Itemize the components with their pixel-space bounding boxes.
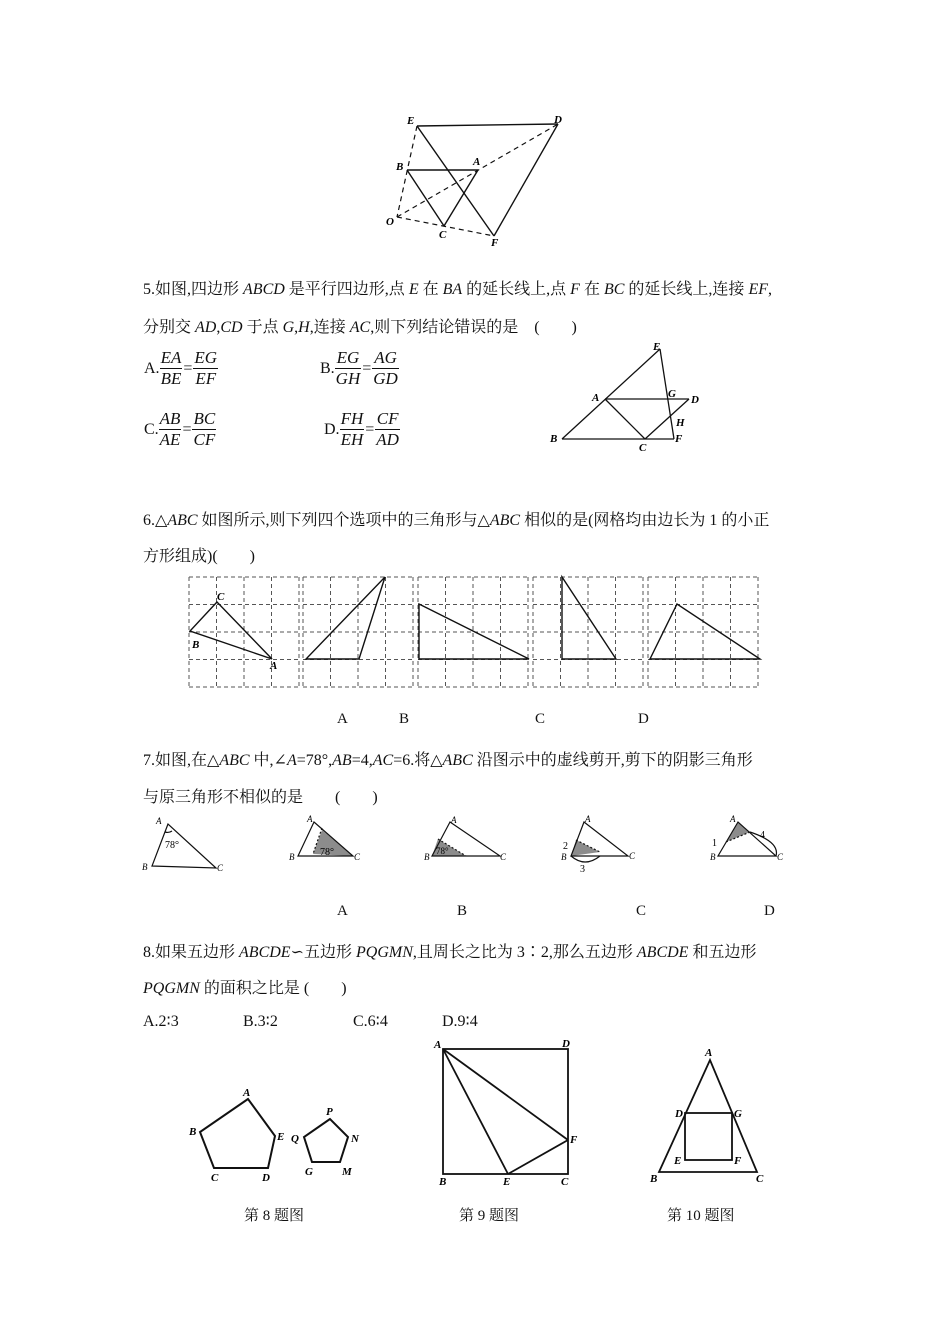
label-G: G xyxy=(305,1166,313,1178)
num-1: 1 xyxy=(712,838,717,849)
q5-option-c[interactable]: C. $\frac{AB}{AE}$ = $\frac{BC}{CF}$ xyxy=(144,409,216,449)
label-A: A xyxy=(705,1047,713,1059)
fig9-square xyxy=(430,1036,580,1186)
label-C: C xyxy=(629,851,636,861)
label-A: A xyxy=(473,156,481,168)
q7-triangle-figures xyxy=(140,812,790,878)
pentagon-pqgmn xyxy=(304,1119,348,1162)
label-A: A xyxy=(270,660,278,672)
label-B: B xyxy=(289,852,295,862)
label-A: A xyxy=(730,814,736,824)
label-G: G xyxy=(668,388,676,400)
q6-option-d-letter[interactable]: D xyxy=(638,711,649,727)
q8-line-2: PQGMN 的面积之比是 ( ) xyxy=(143,980,347,997)
label-E: E xyxy=(407,115,415,127)
label-C: C xyxy=(217,863,224,873)
top-geometry-figure xyxy=(380,112,570,250)
q6-option-c-letter[interactable]: C xyxy=(535,711,546,727)
label-F: F xyxy=(491,237,499,249)
label-B: B xyxy=(439,1176,447,1186)
label-D: D xyxy=(691,394,699,406)
q5-option-a[interactable]: A. $\frac{EA}{BE}$ = $\frac{EG}{EF}$ xyxy=(144,348,218,388)
label-M: M xyxy=(342,1166,352,1178)
q6-option-a-letter[interactable]: A xyxy=(337,711,348,727)
label-D: D xyxy=(262,1172,270,1182)
q6-grid-figures xyxy=(186,574,764,690)
caption-fig10: 第 10 题图 xyxy=(667,1208,735,1224)
label-C: C xyxy=(777,852,784,862)
q8-line-1: 8.如果五边形 ABCDE∽五边形 PQGMN,且周长之比为 3∶2,那么五边形 ABCDE 和五边形 xyxy=(143,944,757,961)
pentagon-abcde xyxy=(200,1099,275,1168)
q7-option-c-letter[interactable]: C xyxy=(636,903,647,919)
label-B: B xyxy=(710,852,716,862)
q5-option-d[interactable]: D. $\frac{FH}{EH}$ = $\frac{CF}{AD}$ xyxy=(324,409,399,449)
option-c-triangle xyxy=(562,577,616,659)
label-C: C xyxy=(561,1176,569,1186)
q7-option-a-letter[interactable]: A xyxy=(337,903,348,919)
label-C: C xyxy=(756,1173,764,1185)
label-E: E xyxy=(277,1131,285,1143)
label-N: N xyxy=(351,1133,359,1145)
angle-label: 78° xyxy=(436,846,449,856)
caption-fig8: 第 8 题图 xyxy=(244,1208,305,1224)
option-a-triangle xyxy=(306,577,385,659)
label-C: C xyxy=(217,591,225,603)
num-3: 3 xyxy=(580,864,585,875)
label-B: B xyxy=(650,1173,658,1185)
fig10-triangle-square xyxy=(642,1042,772,1187)
num-2: 2 xyxy=(563,841,568,852)
label-B: B xyxy=(561,852,567,862)
label-B: B xyxy=(189,1126,197,1138)
num-4: 4 xyxy=(760,830,765,841)
label-C: C xyxy=(439,229,447,241)
label-E: E xyxy=(674,1155,682,1167)
q6-line-1: 6.△ABC 如图所示,则下列四个选项中的三角形与△ABC 相似的是(网格均由边长为 1 的小正 xyxy=(143,512,770,529)
q5-parallelogram-figure xyxy=(545,338,715,458)
q7-line-2: 与原三角形不相似的是 ( ) xyxy=(143,789,378,806)
label-A: A xyxy=(434,1039,442,1051)
label-D: D xyxy=(554,114,562,126)
q7-option-b-letter[interactable]: B xyxy=(457,903,468,919)
label-B: B xyxy=(550,433,558,445)
q5-line-1: 5.如图,四边形 ABCD 是平行四边形,点 E 在 BA 的延长线上,点 F 在 BC 的延长线上,连接 EF, xyxy=(143,281,772,298)
label-A: A xyxy=(307,814,313,824)
label-B: B xyxy=(424,852,430,862)
label-P: P xyxy=(326,1106,333,1118)
label-E: E xyxy=(503,1176,511,1186)
q5-option-b[interactable]: B. $\frac{EG}{GH}$ = $\frac{AG}{GD}$ xyxy=(320,348,398,388)
label-F: F xyxy=(570,1134,578,1146)
label-C: C xyxy=(639,442,647,454)
label-A: A xyxy=(585,814,591,824)
label-F: F xyxy=(734,1155,742,1167)
label-G: G xyxy=(734,1108,742,1120)
q5-line-2: 分别交 AD,CD 于点 G,H,连接 AC,则下列结论错误的是 ( ) xyxy=(143,319,577,336)
original-triangle-abc xyxy=(190,602,272,659)
label-C: C xyxy=(500,852,507,862)
q8-option-a[interactable]: A.2∶3 xyxy=(143,1013,179,1030)
label-A: A xyxy=(592,392,600,404)
label-C: C xyxy=(354,852,361,862)
label-C: C xyxy=(211,1172,219,1182)
label-Q: Q xyxy=(291,1133,299,1145)
q7-option-d-letter[interactable]: D xyxy=(764,903,775,919)
label-F: F xyxy=(675,433,683,445)
q6-option-b-letter[interactable]: B xyxy=(399,711,410,727)
angle-label: 78° xyxy=(320,847,334,858)
label-A: A xyxy=(156,816,162,826)
label-B: B xyxy=(396,161,404,173)
fig8-pentagons xyxy=(185,1082,375,1182)
label-H: H xyxy=(676,417,685,429)
label-B: B xyxy=(192,639,200,651)
angle-label: 78° xyxy=(165,840,179,851)
q6-line-2: 方形组成)( ) xyxy=(143,548,255,565)
q8-option-c[interactable]: C.6∶4 xyxy=(353,1013,388,1030)
q8-option-d[interactable]: D.9∶4 xyxy=(442,1013,478,1030)
label-A: A xyxy=(243,1087,251,1099)
label-D: D xyxy=(675,1108,683,1120)
caption-fig9: 第 9 题图 xyxy=(459,1208,520,1224)
label-D: D xyxy=(562,1038,570,1050)
label-B: B xyxy=(142,862,148,872)
label-E: E xyxy=(653,341,661,353)
q8-option-b[interactable]: B.3∶2 xyxy=(243,1013,278,1030)
label-A: A xyxy=(451,815,457,825)
label-O: O xyxy=(386,216,394,228)
q7-line-1: 7.如图,在△ABC 中,∠A=78°,AB=4,AC=6.将△ABC 沿图示中的虚线剪开,剪下的阴影三角形 xyxy=(143,752,753,769)
